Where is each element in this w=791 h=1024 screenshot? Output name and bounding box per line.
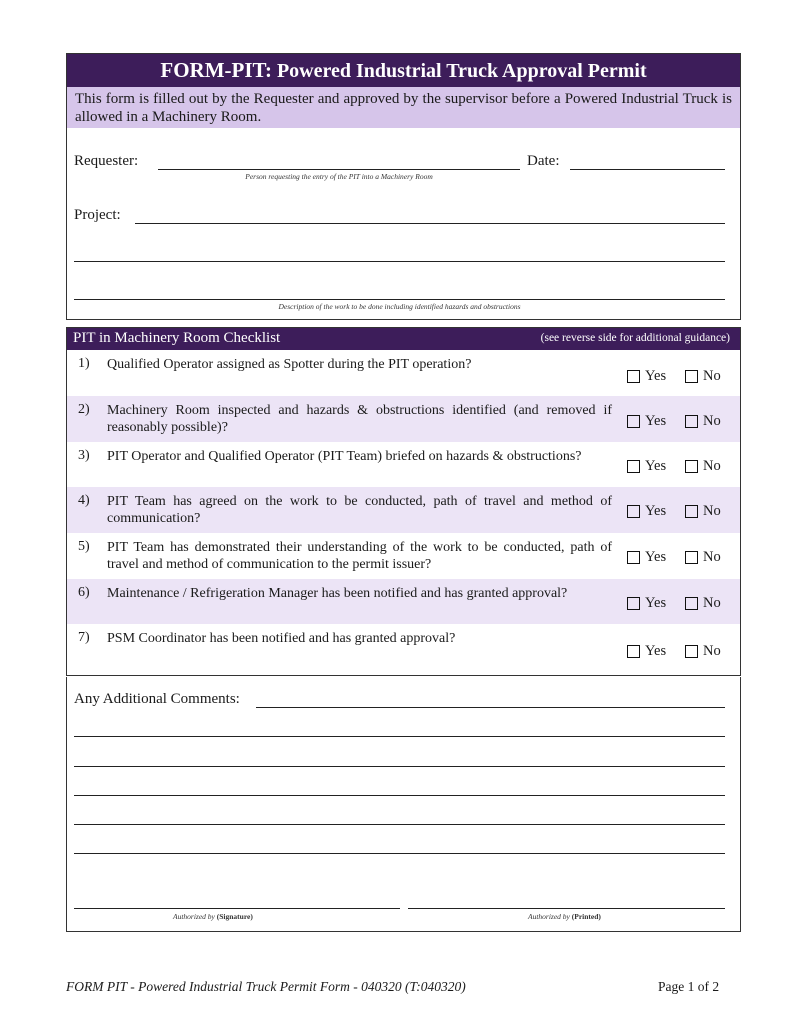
no-option[interactable] [685, 549, 721, 566]
checkbox-icon[interactable] [685, 460, 698, 473]
page-number: Page 1 of 2 [658, 979, 720, 994]
item-number: 3) [78, 448, 90, 463]
no-option[interactable] [685, 643, 721, 660]
checkbox-icon[interactable] [627, 645, 640, 658]
checklist-header [67, 328, 740, 350]
form-header-section [66, 53, 741, 320]
yes-label: Yes [645, 368, 667, 384]
printed-name-label: Authorized by (Printed) [528, 912, 601, 921]
item-question: PIT Operator and Qualified Operator (PIT Team) briefed on hazards & obstructions? [107, 449, 582, 464]
requester-label: Requester: [74, 153, 139, 169]
item-question: PIT Team has demonstrated their understanding of the work to be conducted, path of travel and method of communication to the permit issuer? [107, 540, 612, 572]
item-question: PSM Coordinator has been notified and has granted approval? [107, 631, 456, 646]
yes-label: Yes [645, 595, 667, 611]
checkbox-icon[interactable] [627, 551, 640, 564]
no-label: No [703, 368, 721, 384]
no-label: No [703, 503, 721, 519]
item-number: 5) [78, 539, 90, 554]
item-question: PIT Team has agreed on the work to be conducted, path of travel and method of communication? [107, 494, 612, 526]
comments-line[interactable] [74, 736, 725, 737]
checkbox-icon[interactable] [685, 415, 698, 428]
no-label: No [703, 549, 721, 565]
signature-label: Authorized by (Signature) [173, 912, 253, 921]
yes-label: Yes [645, 503, 667, 519]
yes-option[interactable] [627, 413, 666, 430]
form-title-text: Powered Industrial Truck Approval Permit [271, 60, 647, 82]
comments-line[interactable] [74, 824, 725, 825]
printed-name-field[interactable] [408, 908, 725, 909]
item-question: Qualified Operator assigned as Spotter during the PIT operation? [107, 357, 472, 372]
checkbox-icon[interactable] [685, 505, 698, 518]
checklist-item [67, 396, 740, 442]
no-option[interactable] [685, 458, 721, 475]
checkbox-icon[interactable] [627, 597, 640, 610]
item-question: Machinery Room inspected and hazards & obstructions identified (and removed if reasonably possible)? [107, 403, 612, 435]
checklist-section [66, 327, 741, 676]
requester-hint: Person requesting the entry of the PIT into a Machinery Room [245, 172, 433, 181]
checkbox-icon[interactable] [685, 551, 698, 564]
project-hint: Description of the work to be done including identified hazards and obstructions [278, 302, 521, 311]
yes-label: Yes [645, 549, 667, 565]
comments-field[interactable] [256, 707, 725, 708]
yes-option[interactable] [627, 368, 666, 385]
project-field[interactable] [135, 223, 725, 224]
comments-line[interactable] [74, 853, 725, 854]
no-label: No [703, 413, 721, 429]
yes-option[interactable] [627, 503, 666, 520]
no-label: No [703, 643, 721, 659]
date-label: Date: [527, 153, 560, 169]
item-number: 2) [78, 402, 90, 417]
no-option[interactable] [685, 595, 721, 612]
checkbox-icon[interactable] [627, 415, 640, 428]
project-label: Project: [74, 207, 121, 223]
no-label: No [703, 458, 721, 474]
checkbox-icon[interactable] [627, 370, 640, 383]
form-title-code: FORM-PIT: [160, 58, 272, 82]
yes-option[interactable] [627, 643, 666, 660]
date-field[interactable] [570, 169, 725, 170]
comments-label: Any Additional Comments: [74, 691, 240, 707]
checklist-item [67, 350, 740, 396]
comments-line[interactable] [74, 766, 725, 767]
form-title [67, 54, 740, 87]
checklist-item [67, 624, 740, 675]
yes-option[interactable] [627, 595, 666, 612]
comments-section [66, 677, 741, 932]
checkbox-icon[interactable] [685, 370, 698, 383]
checkbox-icon[interactable] [627, 505, 640, 518]
checklist-item [67, 579, 740, 624]
checklist-item [67, 533, 740, 579]
item-question: Maintenance / Refrigeration Manager has been notified and has granted approval? [107, 586, 568, 601]
yes-label: Yes [645, 413, 667, 429]
checkbox-icon[interactable] [685, 645, 698, 658]
yes-label: Yes [645, 458, 667, 474]
no-option[interactable] [685, 368, 721, 385]
signature-field[interactable] [74, 908, 400, 909]
no-label: No [703, 595, 721, 611]
form-intro: This form is filled out by the Requester and approved by the supervisor before a Powered Industrial Truck is allowed in a Machinery Room. [67, 87, 740, 128]
comments-line[interactable] [74, 795, 725, 796]
item-number: 7) [78, 630, 90, 645]
no-option[interactable] [685, 503, 721, 520]
yes-option[interactable] [627, 458, 666, 475]
yes-label: Yes [645, 643, 667, 659]
item-number: 4) [78, 493, 90, 508]
item-number: 1) [78, 356, 90, 371]
checklist-item [67, 487, 740, 533]
checklist-title: PIT in Machinery Room Checklist [73, 330, 281, 346]
project-line-2[interactable] [74, 261, 725, 262]
footer-form-id: FORM PIT - Powered Industrial Truck Permit Form - 040320 (T:040320) [66, 979, 466, 994]
item-number: 6) [78, 585, 90, 600]
no-option[interactable] [685, 413, 721, 430]
checkbox-icon[interactable] [685, 597, 698, 610]
project-line-3[interactable] [74, 299, 725, 300]
checklist-guidance: (see reverse side for additional guidance) [540, 332, 730, 344]
yes-option[interactable] [627, 549, 666, 566]
checkbox-icon[interactable] [627, 460, 640, 473]
checklist-item [67, 442, 740, 487]
requester-field[interactable] [158, 169, 520, 170]
